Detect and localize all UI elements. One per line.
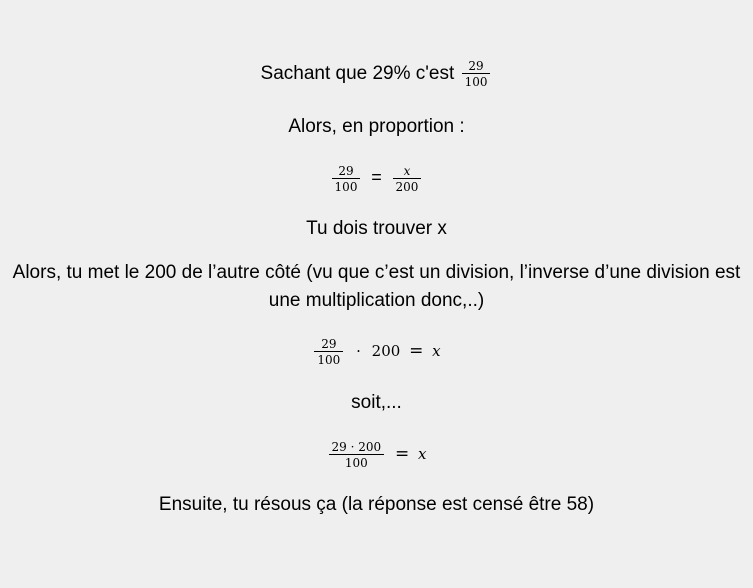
- proportion-right-numerator: x: [393, 165, 422, 179]
- proportion-equals: =: [371, 167, 382, 187]
- proportion-right-fraction: [393, 165, 422, 193]
- multiplication-fraction-denominator: 100: [317, 353, 341, 367]
- proportion-left-denominator: 100: [334, 180, 358, 194]
- multiplication-equals: =: [409, 341, 424, 361]
- intro-line: [0, 60, 753, 88]
- final-variable: x: [417, 445, 427, 463]
- proportion-left-fraction: [332, 165, 361, 193]
- proportion-left-numerator: 29: [332, 165, 361, 179]
- multiplication-variable: x: [432, 342, 441, 360]
- conclusion-line: Ensuite, tu résous ça (la réponse est censé être 58): [158, 494, 595, 515]
- multiplication-dot: ·: [356, 342, 361, 360]
- multiplication-equation: [0, 333, 753, 369]
- intro-fraction-numerator: 29: [462, 60, 491, 74]
- final-equation: [0, 436, 753, 472]
- intro-text: Sachant que 29% c'est: [260, 63, 455, 85]
- explanation-paragraph: Alors, tu met le 200 de l’autre côté (vu que c’est un division, l’inverse d’une division est une multiplication donc,..): [12, 262, 741, 311]
- final-fraction: [329, 441, 385, 469]
- proportion-right-denominator: 200: [395, 180, 419, 194]
- final-equals: =: [394, 444, 410, 464]
- final-fraction-denominator: 100: [344, 456, 368, 470]
- soit-line: soit,...: [351, 392, 402, 413]
- multiplication-fraction-numerator: 29: [314, 338, 343, 352]
- intro-fraction-denominator: 100: [464, 75, 488, 89]
- find-x-line: Tu dois trouver x: [306, 218, 447, 239]
- multiplication-fraction: [314, 338, 343, 366]
- proportion-equation: [0, 159, 753, 196]
- intro-fraction: [462, 60, 491, 88]
- final-fraction-numerator: 29 · 200: [329, 441, 385, 455]
- proportion-heading: Alors, en proportion :: [288, 116, 465, 137]
- multiplication-factor: 200: [371, 342, 401, 360]
